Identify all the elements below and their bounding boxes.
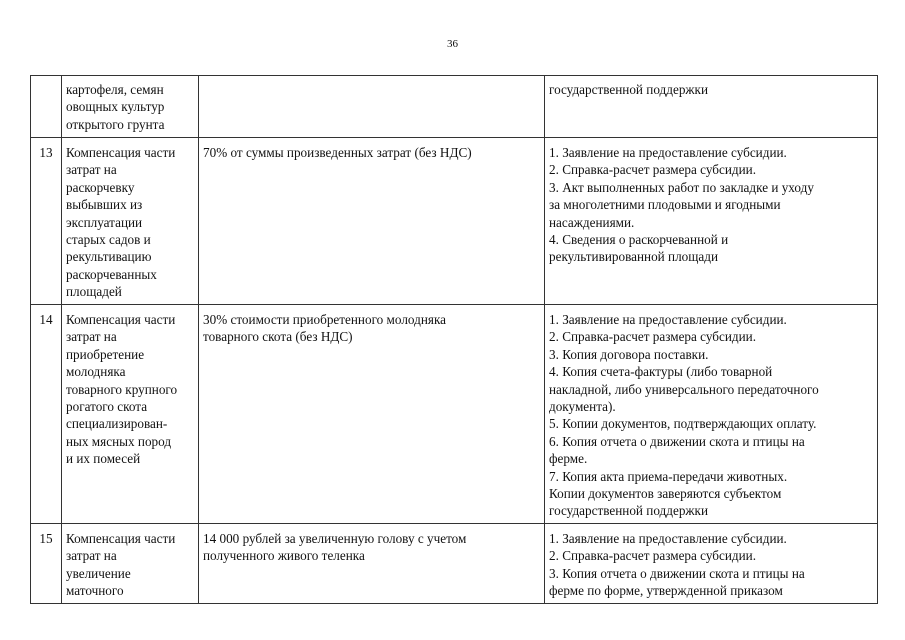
measure-name-line: молодняка [66,364,126,380]
document-line: насаждениями. [549,214,635,230]
document-line: Копии документов заверяются субъектом [549,486,782,502]
subsidy-rate-line: 14 000 рублей за увеличенную голову с учетом [203,531,467,546]
row-number-cell: 14 [31,305,62,524]
measure-name-cell [62,524,199,604]
measure-name-line: увеличение [66,565,131,581]
required-documents-cell [545,305,878,524]
measure-name-line: выбывших из [66,197,143,213]
subsidy-rate-cell [199,524,545,604]
table-row [31,76,878,138]
measure-name-line: открытого грунта [66,116,165,132]
measure-name-line: старых садов и [66,232,151,248]
measure-name-line: овощных культур [66,99,165,115]
document-line: документа). [549,399,616,415]
document-line: ферме по форме, утвержденной приказом [549,583,783,599]
page-number: 36 [447,38,458,50]
subsidy-rate-cell [199,76,545,138]
measure-name-line: Компенсация части [66,145,176,160]
measure-name-line: раскорчевку [66,179,135,195]
measure-name-line: и их помесей [66,451,141,467]
document-line: 4. Копия счета-фактуры (либо товарной [549,364,773,380]
subsidy-table [30,75,878,604]
document-line: государственной поддержки [549,503,708,519]
document-line: 1. Заявление на предоставление субсидии. [549,145,787,160]
measure-name-line: Компенсация части [66,312,176,327]
measure-name-line: Компенсация части [66,531,176,546]
document-line: 3. Акт выполненных работ по закладке и уходу [549,179,814,195]
document-line: 5. Копии документов, подтверждающих оплату. [549,416,817,432]
table-row [31,305,878,524]
measure-name-line: товарного крупного [66,381,178,397]
document-line: 1. Заявление на предоставление субсидии. [549,312,787,327]
table-row [31,138,878,305]
subsidy-rate-cell [199,138,545,305]
required-documents-cell [545,524,878,604]
document-line: государственной поддержки [549,82,708,97]
row-number-cell: 13 [31,138,62,305]
measure-name-line: ных мясных пород [66,433,172,449]
document-line: 1. Заявление на предоставление субсидии. [549,531,787,546]
document-line: 2. Справка-расчет размера субсидии. [549,329,757,345]
row-number-cell: 15 [31,524,62,604]
document-line: рекультивированной площади [549,249,719,265]
document-line: 4. Сведения о раскорчеванной и [549,232,729,248]
measure-name-line: рекультивацию [66,249,152,265]
required-documents-cell [545,76,878,138]
document-line: накладной, либо универсального передаточного [549,381,819,397]
document-line: 2. Справка-расчет размера субсидии. [549,548,757,564]
measure-name-line: эксплуатации [66,214,143,230]
document-line: 7. Копия акта приема-передачи животных. [549,468,788,484]
subsidy-rate-line: товарного скота (без НДС) [203,329,353,345]
measure-name-line: маточного [66,583,124,599]
measure-name-line: специализирован- [66,416,168,432]
measure-name-line: затрат на [66,329,117,345]
subsidy-rate-cell [199,305,545,524]
document-line: 2. Справка-расчет размера субсидии. [549,162,757,178]
measure-name-cell [62,138,199,305]
measure-name-line: затрат на [66,548,117,564]
measure-name-cell [62,305,199,524]
measure-name-line: картофеля, семян [66,82,164,97]
measure-name-line: затрат на [66,162,117,178]
subsidy-rate-line: полученного живого теленка [203,548,365,564]
document-line: 3. Копия отчета о движении скота и птицы на [549,565,805,581]
document-line: за многолетними плодовыми и ягодными [549,197,781,213]
measure-name-line: раскорчеванных [66,266,157,282]
table-row [31,524,878,604]
document-line: 6. Копия отчета о движении скота и птицы на [549,433,805,449]
row-number-cell [31,76,62,138]
measure-name-line: площадей [66,284,122,300]
measure-name-line: рогатого скота [66,399,148,415]
document-line: 3. Копия договора поставки. [549,346,709,362]
subsidy-rate-line: 30% стоимости приобретенного молодняка [203,312,447,327]
measure-name-line: приобретение [66,346,145,362]
document-line: ферме. [549,451,588,467]
subsidy-rate-line: 70% от суммы произведенных затрат (без НДС) [203,145,472,160]
measure-name-cell [62,76,199,138]
required-documents-cell [545,138,878,305]
